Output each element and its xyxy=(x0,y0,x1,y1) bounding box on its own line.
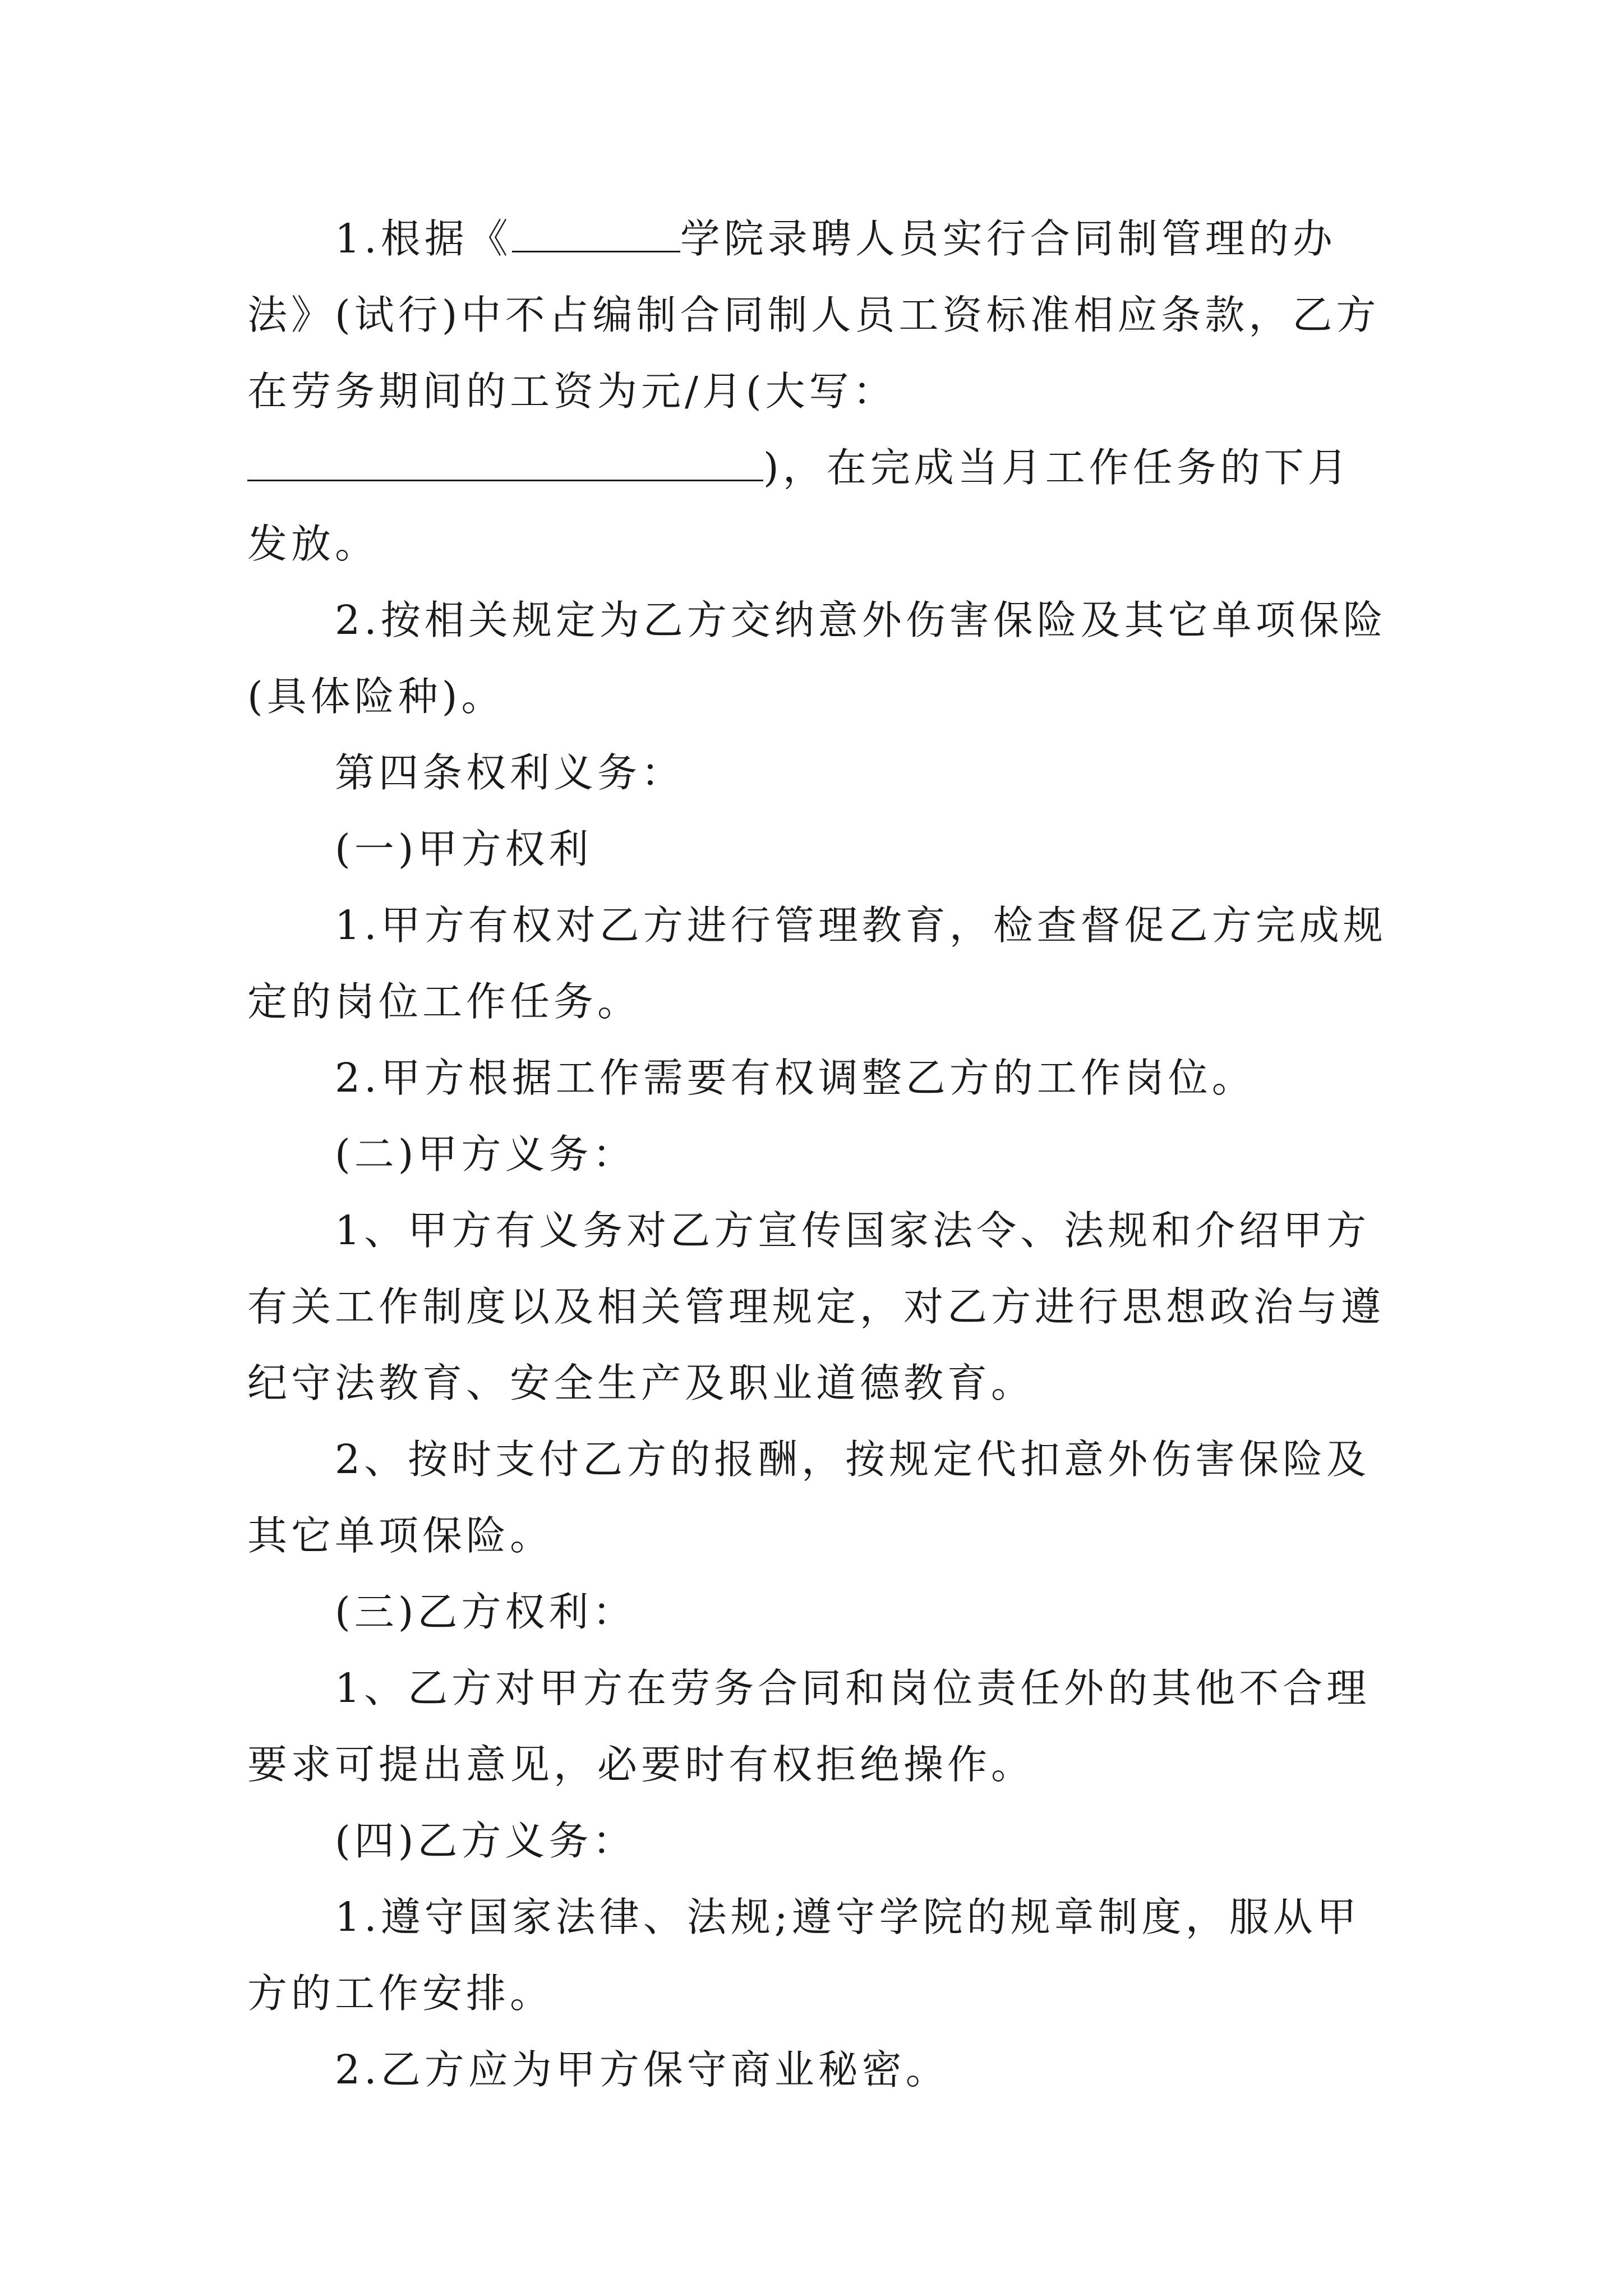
party-a-duties-heading: (二)甲方义务： xyxy=(335,1131,637,1177)
party-b-right-1: 1、乙方对甲方在劳务合同和岗位责任外的其他不合理要求可提出意见，必要时有权拒绝操作。 xyxy=(247,1665,1371,1788)
paragraph-salary xyxy=(247,201,1391,582)
college-name-blank xyxy=(512,215,680,252)
salary-clause-start: 1.根据《 xyxy=(335,215,512,262)
salary-clause-end: )，在完成当月工作任务的下月发放。 xyxy=(247,444,1352,567)
article-four-heading: 第四条权利义务： xyxy=(335,749,685,796)
party-b-duty-2: 2.乙方应为甲方保守商业秘密。 xyxy=(335,2046,949,2093)
document-body xyxy=(247,201,1391,2108)
party-a-rights-heading: (一)甲方权利 xyxy=(335,826,593,872)
paragraph-insurance: 2.按相关规定为乙方交纳意外伤害保险及其它单项保险(具体险种)。 xyxy=(247,597,1387,720)
party-a-right-1: 1.甲方有权对乙方进行管理教育，检查督促乙方完成规定的岗位工作任务。 xyxy=(247,902,1387,1025)
party-b-rights-heading: (三)乙方权利： xyxy=(335,1589,637,1635)
party-a-right-2: 2.甲方根据工作需要有权调整乙方的工作岗位。 xyxy=(335,1055,1256,1101)
salary-amount-blank xyxy=(247,444,763,481)
party-b-duties-heading: (四)乙方义务： xyxy=(335,1818,637,1864)
party-b-duty-1: 1.遵守国家法律、法规;遵守学院的规章制度，服从甲方的工作安排。 xyxy=(247,1894,1361,2017)
party-a-duty-1: 1、甲方有义务对乙方宣传国家法令、法规和介绍甲方有关工作制度以及相关管理规定，对乙方进行思想政治与遵纪守法教育、安全生产及职业道德教育。 xyxy=(247,1207,1385,1406)
party-a-duty-2: 2、按时支付乙方的报酬，按规定代扣意外伤害保险及其它单项保险。 xyxy=(247,1436,1371,1559)
salary-clause-middle: 学院录聘人员实行合同制管理的办法》(试行)中不占编制合同制人员工资标准相应条款，乙方在劳务期间的工资为元/月(大写： xyxy=(247,215,1380,415)
